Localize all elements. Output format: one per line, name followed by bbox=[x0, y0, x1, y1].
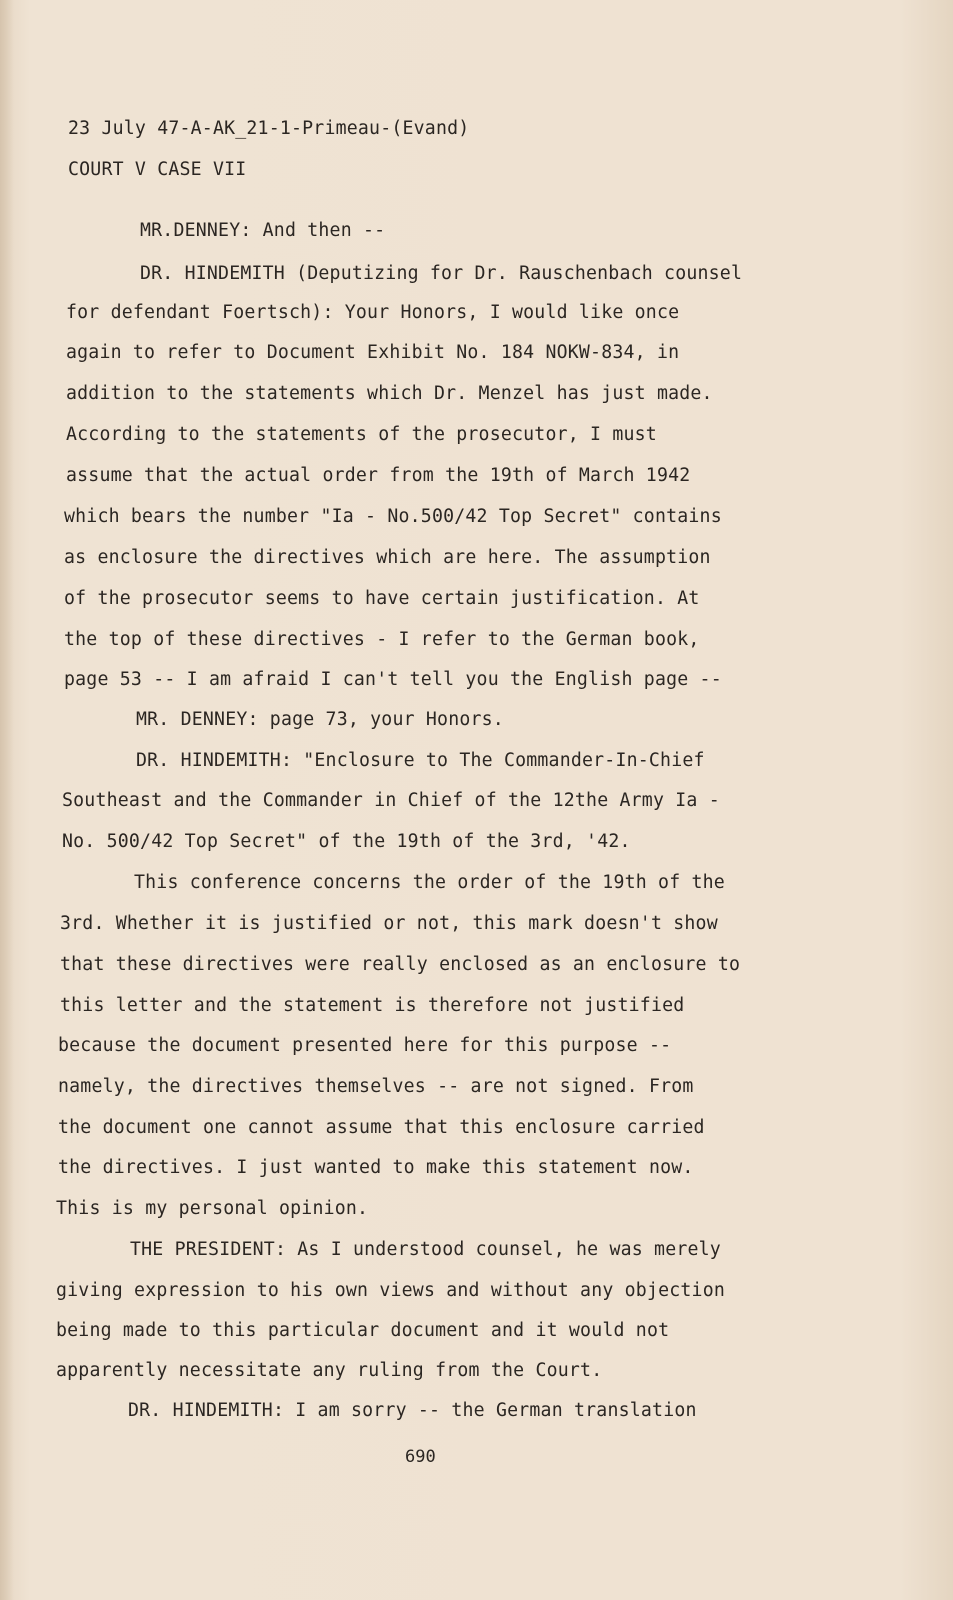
text-line: This is my personal opinion. bbox=[56, 1198, 369, 1219]
text-line: the top of these directives - I refer to the German book, bbox=[64, 629, 700, 650]
text-line: for defendant Foertsch): Your Honors, I would like once bbox=[66, 302, 680, 323]
text-line: page 53 -- I am afraid I can't tell you the English page -- bbox=[64, 669, 722, 690]
page-edge bbox=[0, 0, 14, 1600]
text-line: DR. HINDEMITH: I am sorry -- the German translation bbox=[128, 1400, 697, 1421]
text-line: No. 500/42 Top Secret" of the 19th of the 3rd, '42. bbox=[62, 831, 631, 852]
text-line: MR.DENNEY: And then -- bbox=[140, 220, 386, 241]
text-line: being made to this particular document and it would not bbox=[56, 1320, 670, 1341]
text-line: namely, the directives themselves -- are not signed. From bbox=[58, 1076, 694, 1097]
text-line: assume that the actual order from the 19th of March 1942 bbox=[66, 465, 691, 486]
text-line: According to the statements of the prosecutor, I must bbox=[66, 424, 657, 445]
text-line: the document one cannot assume that this enclosure carried bbox=[58, 1117, 705, 1138]
text-line: again to refer to Document Exhibit No. 184 NOKW-834, in bbox=[66, 342, 680, 363]
text-line: THE PRESIDENT: As I understood counsel, he was merely bbox=[130, 1239, 721, 1260]
text-line: of the prosecutor seems to have certain justification. At bbox=[64, 588, 700, 609]
text-line: 3rd. Whether it is justified or not, this mark doesn't show bbox=[60, 913, 718, 934]
text-line: DR. HINDEMITH (Deputizing for Dr. Rauschenbach counsel bbox=[140, 263, 743, 284]
text-line: as enclosure the directives which are here. The assumption bbox=[64, 547, 711, 568]
text-line: This conference concerns the order of the 19th of the bbox=[134, 872, 725, 893]
header-line: COURT V CASE VII bbox=[68, 159, 247, 180]
text-line: the directives. I just wanted to make this statement now. bbox=[58, 1157, 694, 1178]
text-line: apparently necessitate any ruling from the Court. bbox=[56, 1360, 603, 1381]
text-line: MR. DENNEY: page 73, your Honors. bbox=[136, 709, 504, 730]
text-line: which bears the number "Ia - No.500/42 Top Secret" contains bbox=[64, 506, 722, 527]
text-line: Southeast and the Commander in Chief of the 12the Army Ia - bbox=[62, 790, 720, 811]
text-line: that these directives were really enclosed as an enclosure to bbox=[60, 954, 741, 975]
text-line: addition to the statements which Dr. Menzel has just made. bbox=[66, 383, 713, 404]
page-number: 690 bbox=[405, 1447, 436, 1467]
text-line: giving expression to his own views and without any objection bbox=[56, 1280, 725, 1301]
text-line: this letter and the statement is therefore not justified bbox=[60, 995, 685, 1016]
text-line: because the document presented here for this purpose -- bbox=[58, 1035, 672, 1056]
text-line: DR. HINDEMITH: "Enclosure to The Commander-In-Chief bbox=[136, 750, 705, 771]
header-line: 23 July 47-A-AK_21-1-Primeau-(Evand) bbox=[68, 118, 470, 139]
